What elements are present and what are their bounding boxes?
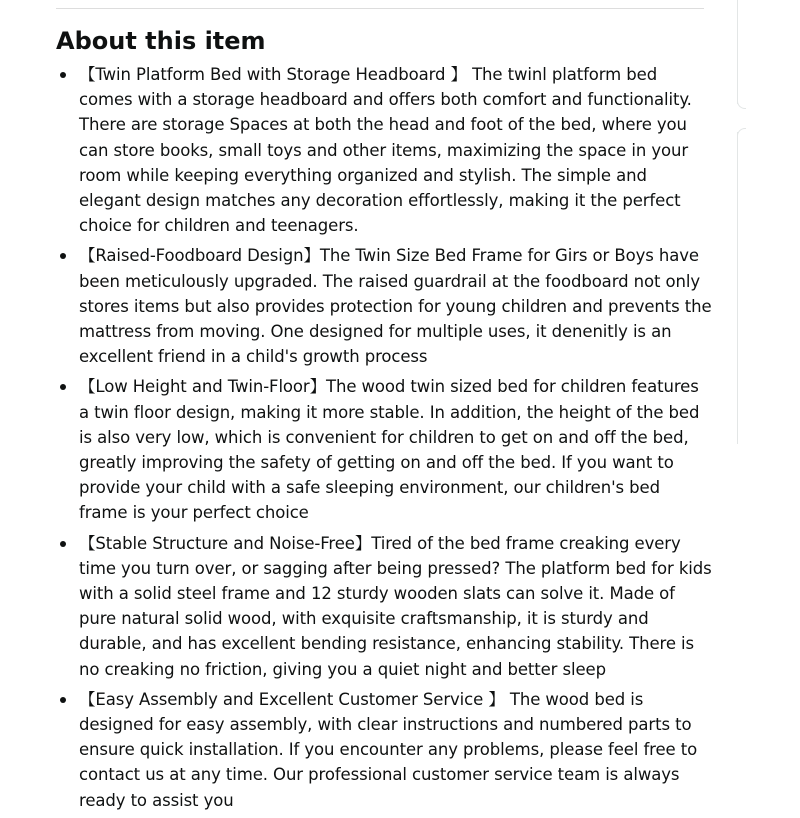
feature-bullet xyxy=(56,62,712,238)
bullet-dot-icon xyxy=(60,697,66,703)
feature-text: 【Raised-Foodboard Design】The Twin Size Bed Frame for Girs or Boys have been meticulously upgraded. The raised guardrail at the foodboard not only stores items but also provides protection for young children and prevents the mattress from moving. One designed for multiple uses, it denenitly is an excellent friend in a child's growth process xyxy=(79,246,712,367)
right-panel-corner xyxy=(737,96,746,109)
top-divider xyxy=(56,8,704,9)
bullet-dot-icon xyxy=(60,384,66,390)
feature-text: 【Low Height and Twin-Floor】The wood twin sized bed for children features a twin floor design, making it more stable. In addition, the height of the bed is also very low, which is convenient for children to get on and off the bed, greatly improving the safety of getting on and off the bed. If you want to provide your child with a safe sleeping environment, our children's bed frame is your perfect choice xyxy=(79,377,700,523)
right-panel-border xyxy=(737,0,738,104)
feature-bullet xyxy=(56,531,712,682)
bullet-dot-icon xyxy=(60,72,66,78)
right-panel-border xyxy=(737,132,738,444)
feature-bullet xyxy=(56,374,712,525)
bullet-dot-icon xyxy=(60,253,66,259)
feature-text: 【Easy Assembly and Excellent Customer Service 】 The wood bed is designed for easy assembly, with clear instructions and numbered parts to ensure quick installation. If you encounter any problems, please feel free to contact us at any time. Our professional customer service team is always ready to assist you xyxy=(79,689,698,810)
bullet-dot-icon xyxy=(60,541,66,547)
right-panel-corner xyxy=(737,128,746,139)
feature-bullet xyxy=(56,687,712,813)
feature-text: 【Twin Platform Bed with Storage Headboard 】 The twinl platform bed comes with a storage headboard and offers both comfort and functionality. There are storage Spaces at both the head and foot of the bed, where you can store books, small toys and other items, maximizing the space in your room while keeping everything organized and stylish. The simple and elegant design matches any decoration effortlessly, making it the perfect choice for children and teenagers. xyxy=(79,65,692,236)
feature-bullet xyxy=(56,243,712,369)
feature-text: 【Stable Structure and Noise-Free】Tired of the bed frame creaking every time you turn over, or sagging after being pressed? The platform bed for kids with a solid steel frame and 12 sturdy wooden slats can solve it. Made of pure natural solid wood, with exquisite craftsmanship, it is sturdy and durable, and has excellent bending resistance, enhancing stability. There is no creaking no friction, giving you a quiet night and better sleep xyxy=(79,533,712,679)
feature-bullet-list xyxy=(56,62,712,818)
section-title: About this item xyxy=(56,27,266,55)
